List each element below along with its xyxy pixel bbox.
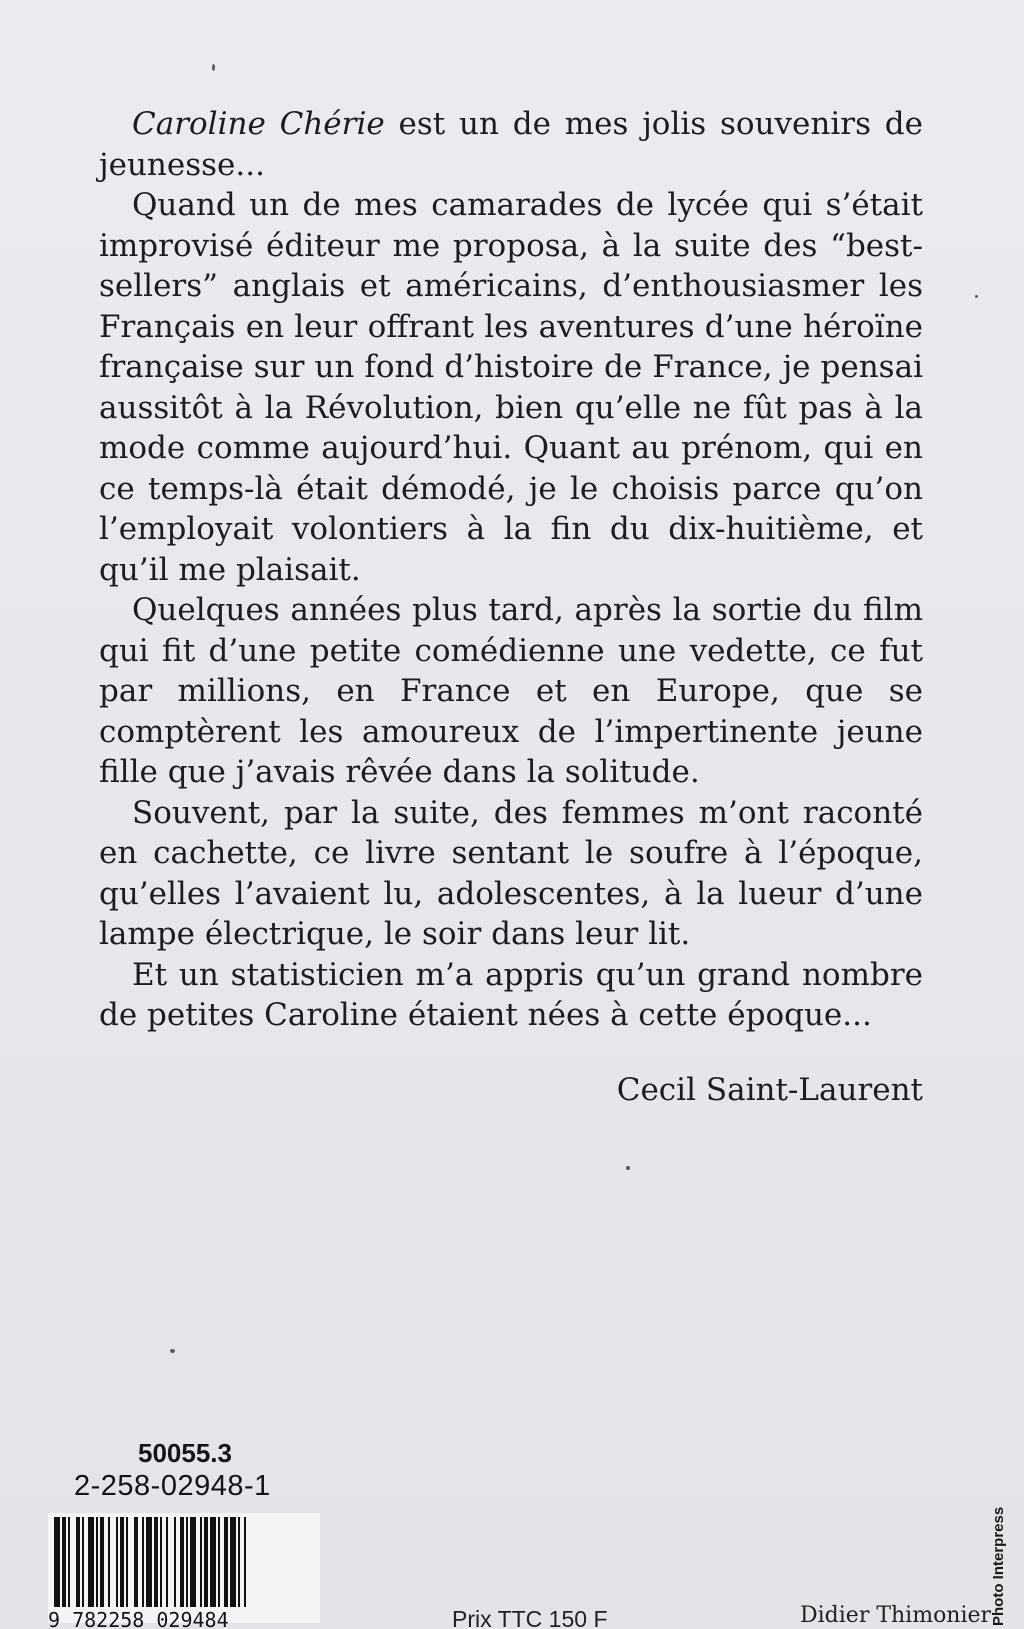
photo-credit-name: Didier Thimonier <box>800 1603 992 1628</box>
barcode-bar <box>82 1517 84 1607</box>
barcode-bar <box>218 1517 220 1607</box>
book-title: Caroline Chérie <box>132 106 385 142</box>
photo-credit-label: Photo Interpress <box>990 1506 1007 1626</box>
barcode-bar <box>166 1517 168 1607</box>
barcode-bar <box>210 1517 216 1607</box>
blurb-paragraph-5: Et un statisticien m’a appris qu’un grand nombre de petites Caroline étaient nées à cette époque... <box>99 956 923 1033</box>
barcode-bar <box>204 1517 208 1607</box>
paper-speck <box>212 64 215 71</box>
author-signature: Cecil Saint-Laurent <box>616 1072 923 1108</box>
blurb-paragraph-1 <box>99 104 923 185</box>
blurb-paragraph-1-rest: est un de mes jolis souvenirs de jeunesse... <box>99 106 923 183</box>
barcode-bar <box>54 1517 60 1607</box>
barcode <box>48 1513 320 1623</box>
blurb-paragraph-4: Souvent, par la suite, des femmes m’ont raconté en cachette, ce livre sentant le soufre à l’époque, qu’elles l’avaient lu, adolescentes, à la lueur d’une lampe électrique, le soir dans leur lit. <box>99 794 923 952</box>
barcode-bar <box>68 1517 70 1607</box>
barcode-bar <box>154 1517 158 1607</box>
barcode-bar <box>142 1517 144 1607</box>
paper-speck <box>170 1349 175 1353</box>
barcode-bar <box>244 1517 246 1607</box>
barcode-bar <box>186 1517 188 1607</box>
barcode-bar <box>116 1517 118 1607</box>
barcode-digits: 9 782258 029484 <box>48 1608 229 1629</box>
barcode-bar <box>230 1517 236 1607</box>
barcode-bar <box>190 1517 196 1607</box>
blurb-paragraph-3: Quelques années plus tard, après la sortie du film qui fit d’une petite comédienne une vedette, ce fut par millions, en France et en Europe, que se comptèrent les amoureux de l’impertinente jeune fille que j’avais rêvée dans la solitude. <box>99 592 923 790</box>
isbn: 2-258-02948-1 <box>74 1470 271 1502</box>
price: Prix TTC 150 F <box>452 1606 608 1629</box>
barcode-bar <box>238 1517 240 1607</box>
paper-speck <box>975 295 978 298</box>
barcode-bars <box>48 1513 320 1623</box>
barcode-bar <box>134 1517 138 1607</box>
barcode-bar <box>126 1517 128 1607</box>
blurb-text <box>99 104 923 1036</box>
barcode-bar <box>174 1517 176 1607</box>
paper-speck <box>626 1166 630 1170</box>
barcode-bar <box>120 1517 124 1607</box>
barcode-bar <box>224 1517 228 1607</box>
barcode-bar <box>96 1517 98 1607</box>
blurb-paragraph-2: Quand un de mes camarades de lycée qui s’était improvisé éditeur me proposa, à la suite des “best-sellers” anglais et américains, d’enthousiasmer les Français en leur offrant les aventures d’une héroïne française sur un fond d’histoire de France, je pensai aussitôt à la Révolution, bien qu’elle ne fût pas à la mode comme aujourd’hui. Quant au prénom, qui en ce temps-là était démodé, je le choisis parce qu’on l’employait volontiers à la fin du dix-huitième, et qu’il me plaisait. <box>99 187 923 588</box>
barcode-bar <box>180 1517 184 1607</box>
reference-code: 50055.3 <box>138 1438 232 1468</box>
barcode-bar <box>108 1517 110 1607</box>
barcode-bar <box>200 1517 202 1607</box>
barcode-bar <box>88 1517 94 1607</box>
barcode-bar <box>100 1517 104 1607</box>
barcode-bar <box>146 1517 152 1607</box>
barcode-bar <box>62 1517 66 1607</box>
barcode-bar <box>76 1517 80 1607</box>
barcode-bar <box>160 1517 162 1607</box>
